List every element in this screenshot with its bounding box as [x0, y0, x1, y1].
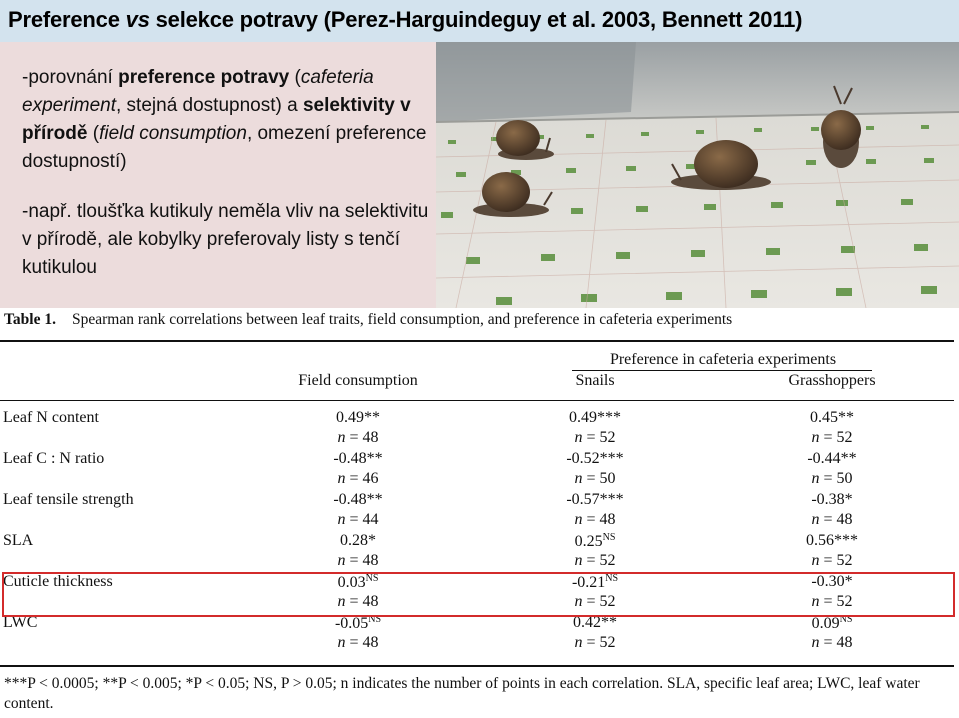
- n-equals: =: [582, 511, 600, 528]
- n-value: 52: [836, 593, 853, 610]
- n-value: 48: [362, 593, 379, 610]
- significance-stars: *: [844, 573, 853, 590]
- n-value: 48: [836, 511, 853, 528]
- n-value: 52: [836, 429, 853, 446]
- ns-mark: NS: [368, 614, 382, 625]
- rho-value: -0.52: [566, 450, 600, 467]
- sample-size: [525, 511, 665, 529]
- n-symbol: n: [337, 429, 346, 446]
- row-label: Leaf N content: [3, 409, 99, 426]
- n-equals: =: [345, 511, 363, 528]
- significance-stars: ***: [834, 532, 858, 549]
- ns-mark: NS: [602, 532, 616, 543]
- n-equals: =: [819, 429, 837, 446]
- group-underline: [572, 370, 872, 371]
- rho-value: 0.25: [574, 533, 603, 550]
- n-equals: =: [582, 634, 600, 651]
- significance-stars: **: [366, 491, 383, 508]
- n-equals: =: [345, 634, 363, 651]
- col-header-snails: Snails: [575, 372, 615, 389]
- n-symbol: n: [811, 429, 820, 446]
- correlation-value: [762, 450, 902, 468]
- rho-value: 0.56: [806, 532, 834, 549]
- significance-stars: ***: [599, 450, 624, 467]
- title-bar: [0, 0, 959, 42]
- significance-stars: **: [366, 450, 383, 467]
- n-symbol: n: [337, 634, 346, 651]
- sample-size: [762, 511, 902, 529]
- table-caption: Table 1. Spearman rank correlations between leaf traits, field consumption, and preference in cafeteria experiments: [4, 311, 733, 328]
- rho-value: 0.42: [573, 614, 601, 631]
- n-symbol: n: [574, 470, 583, 487]
- significance-stars: ***: [597, 409, 621, 426]
- n-value: 48: [362, 429, 379, 446]
- top-rule: [0, 340, 954, 342]
- n-value: 46: [362, 470, 379, 487]
- sample-size: [288, 470, 428, 488]
- n-value: 52: [836, 552, 853, 569]
- rho-value: 0.45: [810, 409, 838, 426]
- row-label: LWC: [3, 614, 38, 631]
- n-value: 50: [836, 470, 853, 487]
- sample-size: [762, 429, 902, 447]
- n-equals: =: [345, 593, 363, 610]
- correlation-value: [762, 491, 902, 509]
- n-symbol: n: [811, 634, 820, 651]
- correlation-value: [288, 491, 428, 509]
- row-label: SLA: [3, 532, 34, 549]
- snail-photo: [436, 42, 959, 308]
- table-footnote: ***P < 0.0005; **P < 0.005; *P < 0.05; NS, P > 0.05; n indicates the number of points in each correlation. SLA, specific leaf area; LWC, leaf water content.: [4, 675, 920, 712]
- rho-value: -0.48: [333, 450, 367, 467]
- header-rule: [0, 400, 954, 401]
- n-value: 52: [599, 429, 616, 446]
- rho-value: 0.49: [336, 409, 364, 426]
- n-symbol: n: [337, 552, 346, 569]
- n-equals: =: [345, 429, 363, 446]
- rho-value: 0.28: [340, 532, 368, 549]
- rho-value: 0.09: [811, 615, 840, 632]
- rho-value: -0.57: [566, 491, 600, 508]
- correlation-table: [0, 308, 959, 718]
- n-value: 52: [599, 552, 616, 569]
- group-header: Preference in cafeteria experiments: [609, 351, 837, 368]
- correlation-value: [288, 532, 428, 550]
- n-equals: =: [345, 552, 363, 569]
- ns-mark: NS: [839, 614, 853, 625]
- n-symbol: n: [574, 429, 583, 446]
- bullet-1: -porovnání preference potravy (cafeteria experiment, stejná dostupnost) a selektivity v přírodě (field consumption, omezení preference dostupností): [22, 67, 427, 172]
- ns-mark: NS: [365, 573, 379, 584]
- n-equals: =: [582, 593, 600, 610]
- correlation-value: [525, 450, 665, 468]
- correlation-value: [762, 532, 902, 550]
- n-symbol: n: [574, 552, 583, 569]
- rho-value: -0.21: [571, 574, 606, 591]
- correlation-value: [525, 409, 665, 427]
- significance-stars: **: [601, 614, 617, 631]
- col-header-field: Field consumption: [298, 372, 418, 389]
- n-value: 52: [599, 593, 616, 610]
- significance-stars: ***: [599, 491, 624, 508]
- n-equals: =: [819, 634, 837, 651]
- rho-value: -0.48: [333, 491, 367, 508]
- significance-stars: *: [844, 491, 853, 508]
- n-symbol: n: [337, 593, 346, 610]
- n-symbol: n: [574, 593, 583, 610]
- sample-size: [762, 634, 902, 652]
- n-equals: =: [819, 552, 837, 569]
- n-symbol: n: [337, 511, 346, 528]
- text-panel: [0, 42, 436, 308]
- n-value: 48: [362, 634, 379, 651]
- n-symbol: n: [574, 511, 583, 528]
- correlation-value: [288, 450, 428, 468]
- significance-stars: *: [368, 532, 376, 549]
- n-equals: =: [345, 470, 363, 487]
- n-symbol: n: [811, 470, 820, 487]
- n-symbol: n: [811, 552, 820, 569]
- correlation-value: [525, 532, 665, 551]
- n-symbol: n: [811, 593, 820, 610]
- cuticle-highlight-box: [2, 572, 955, 617]
- correlation-value: [525, 491, 665, 509]
- bullet-list: [22, 64, 434, 282]
- rho-value: 0.03: [337, 574, 366, 591]
- rho-value: 0.49: [569, 409, 597, 426]
- significance-stars: **: [364, 409, 380, 426]
- correlation-value: [762, 409, 902, 427]
- n-value: 48: [599, 511, 616, 528]
- significance-stars: **: [840, 450, 857, 467]
- n-equals: =: [582, 552, 600, 569]
- n-value: 48: [836, 634, 853, 651]
- n-symbol: n: [574, 634, 583, 651]
- n-value: 50: [599, 470, 616, 487]
- significance-stars: **: [838, 409, 854, 426]
- row-label: Leaf C : N ratio: [3, 450, 105, 467]
- rho-value: -0.30: [811, 573, 845, 590]
- bullet-2: -např. tloušťka kutikuly neměla vliv na selektivitu v přírodě, ale kobylky preferovaly listy s tenčí kutikulou: [22, 201, 429, 278]
- sample-size: [288, 634, 428, 652]
- bottom-rule: [0, 665, 954, 667]
- n-symbol: n: [811, 511, 820, 528]
- n-equals: =: [819, 511, 837, 528]
- n-value: 44: [362, 511, 379, 528]
- sample-size: [288, 429, 428, 447]
- col-header-grasshoppers: Grasshoppers: [788, 372, 876, 389]
- n-value: 48: [362, 552, 379, 569]
- n-value: 52: [599, 634, 616, 651]
- row-label: Cuticle thickness: [3, 573, 113, 590]
- slide-title: Preference vs selekce potravy (Perez-Harguindeguy et al. 2003, Bennett 2011): [8, 7, 803, 32]
- sample-size: [525, 429, 665, 447]
- rho-value: -0.44: [807, 450, 841, 467]
- n-equals: =: [582, 470, 600, 487]
- n-symbol: n: [337, 470, 346, 487]
- sample-size: [288, 552, 428, 570]
- sample-size: [525, 552, 665, 570]
- sample-size: [762, 470, 902, 488]
- n-equals: =: [582, 429, 600, 446]
- n-equals: =: [819, 593, 837, 610]
- sample-size: [762, 552, 902, 570]
- rho-value: -0.38: [811, 491, 845, 508]
- rho-value: -0.05: [334, 615, 369, 632]
- ns-mark: NS: [605, 573, 619, 584]
- sample-size: [525, 634, 665, 652]
- sample-size: [288, 511, 428, 529]
- sample-size: [525, 470, 665, 488]
- n-equals: =: [819, 470, 837, 487]
- row-label: Leaf tensile strength: [3, 491, 134, 508]
- correlation-value: [288, 409, 428, 427]
